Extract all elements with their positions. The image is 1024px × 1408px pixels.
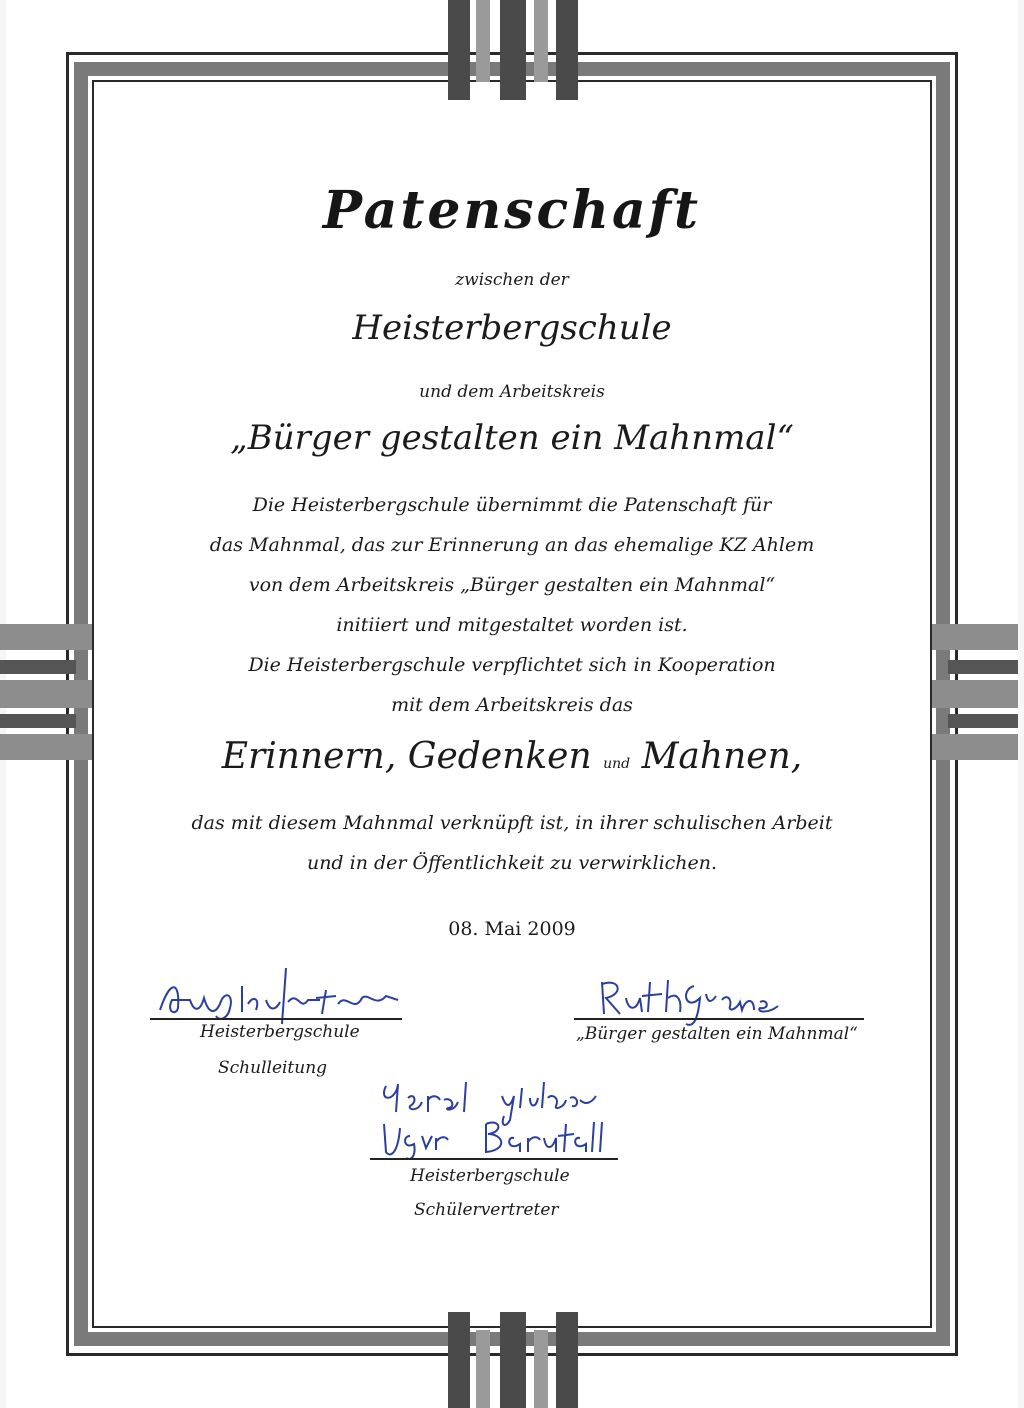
body-line-5: Die Heisterbergschule verpflichtet sich in Kooperation [248, 654, 776, 676]
bottom-ornament-mid-right [534, 1330, 548, 1408]
left-ornament-3 [0, 680, 92, 708]
signature-left [150, 960, 410, 1030]
left-ornament-2 [0, 660, 76, 674]
motto-part-1: Erinnern, Gedenken [221, 736, 592, 777]
body-line-6: mit dem Arbeitskreis das [391, 694, 633, 716]
between-text: zwischen der [455, 270, 569, 290]
signature-right-label-1: „Bürger gestalten ein Mahnmal“ [576, 1024, 858, 1044]
body-line-4: initiiert und mitgestaltet worden ist. [336, 614, 688, 636]
right-ornament-1 [932, 624, 1018, 650]
right-ornament-4 [948, 714, 1018, 728]
motto-part-2: Mahnen, [641, 736, 803, 777]
top-ornament-mid-right [534, 0, 548, 82]
motto-joiner: und [603, 756, 631, 772]
signature-left-label-1: Heisterbergschule [200, 1022, 360, 1042]
body-line-2: das Mahnmal, das zur Erinnerung an das ehemalige KZ Ahlem [209, 534, 815, 556]
right-ornament-5 [932, 734, 1018, 760]
left-ornament-5 [0, 734, 92, 760]
and-group-text: und dem Arbeitskreis [419, 382, 605, 402]
signature-line-bottom [370, 1158, 618, 1160]
closing-line-1: das mit diesem Mahnmal verknüpft ist, in ihrer schulischen Arbeit [191, 812, 833, 834]
group-name: „Bürger gestalten ein Mahnmal“ [230, 418, 794, 458]
top-ornament-mid-left [476, 0, 490, 82]
signature-left-label-2: Schulleitung [218, 1058, 328, 1078]
right-ornament-2 [948, 660, 1018, 674]
signature-bottom [374, 1072, 614, 1162]
school-name: Heisterbergschule [352, 308, 672, 348]
signature-bottom-label-2: Schülervertreter [414, 1200, 559, 1220]
signature-line-right [574, 1018, 864, 1020]
signature-bottom-label-1: Heisterbergschule [410, 1166, 570, 1186]
left-ornament-1 [0, 624, 92, 650]
motto [92, 736, 932, 777]
signature-line-left [150, 1018, 402, 1020]
closing-line-2: und in der Öffentlichkeit zu verwirklichen. [306, 852, 718, 874]
right-ornament-3 [932, 680, 1018, 708]
body-line-3: von dem Arbeitskreis „Bürger gestalten ein Mahnmal“ [248, 574, 776, 596]
bottom-ornament-mid-left [476, 1330, 490, 1408]
certificate-date: 08. Mai 2009 [448, 918, 576, 940]
certificate-title: Patenschaft [322, 180, 702, 241]
body-line-1: Die Heisterbergschule übernimmt die Patenschaft für [252, 494, 772, 516]
left-ornament-4 [0, 714, 76, 728]
